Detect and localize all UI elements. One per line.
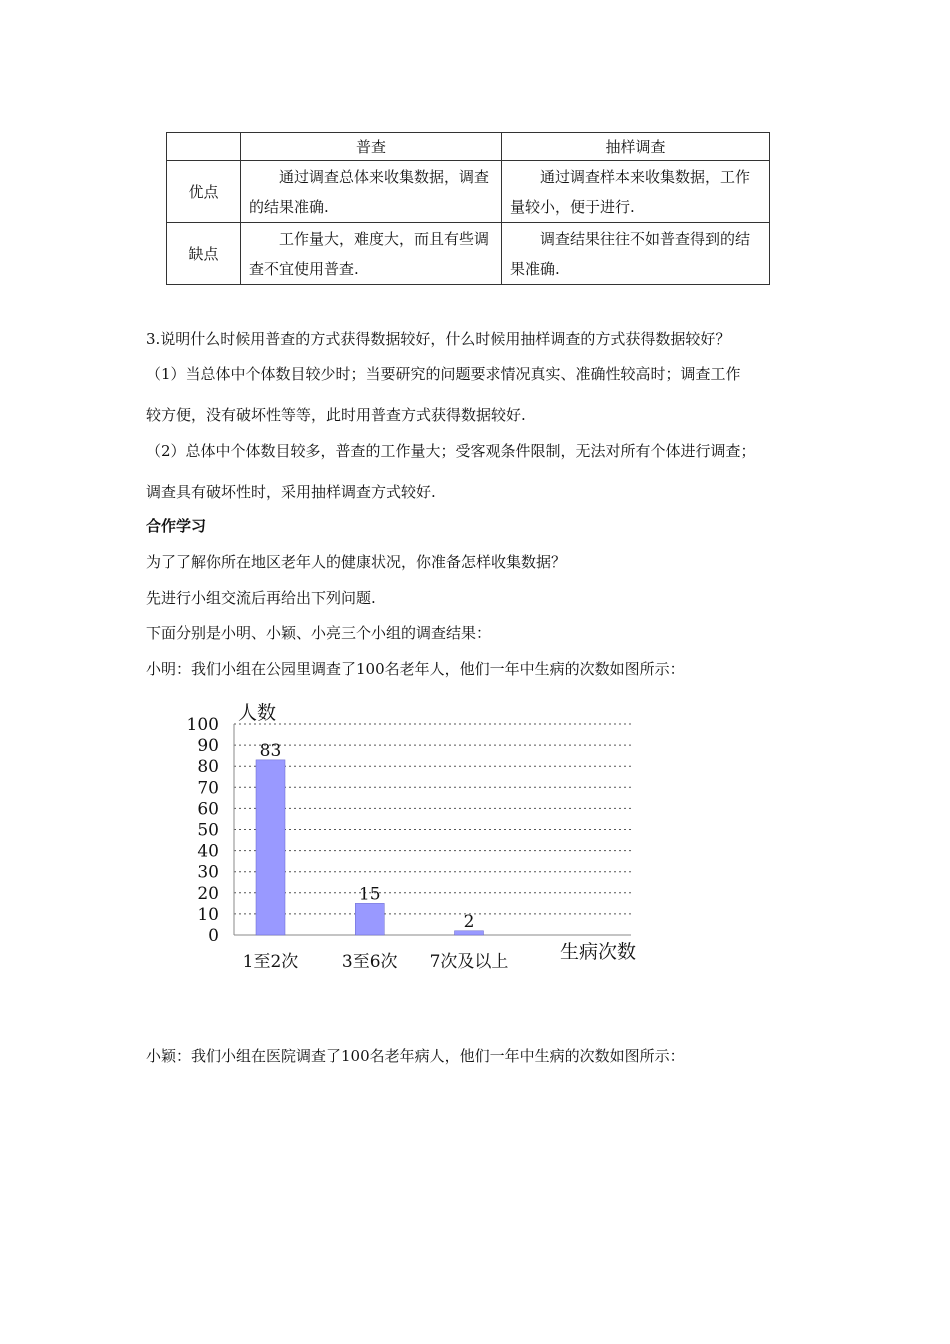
x-category-labels [243, 952, 509, 972]
chart-grid [234, 724, 631, 914]
x-category-label: 3至6次 [341, 952, 398, 972]
answer-2-line-1: （2）总体中个体数目较多，普查的工作量大；受客观条件限制，无法对所有个体进行调查； [146, 442, 756, 460]
row-label-advantage: 优点 [167, 161, 241, 223]
row-label-disadvantage: 缺点 [167, 223, 241, 285]
answer-1-line-1: （1）当总体中个体数目较少时；当要研究的问题要求情况真实、准确性较高时；调查工作 [146, 365, 741, 383]
header-census: 普查 [241, 133, 502, 161]
x-category-label: 1至2次 [242, 952, 299, 972]
answer-2-line-2: 调查具有破坏性时，采用抽样调查方式较好. [146, 483, 436, 501]
chart-bars [256, 741, 484, 935]
y-tick-label: 30 [197, 862, 219, 883]
y-tick-labels [187, 715, 219, 946]
x-axis-title: 生病次数 [560, 941, 637, 963]
cell-census-advantage: 通过调查总体来收集数据，调查的结果准确. [241, 161, 502, 223]
y-tick-label: 20 [197, 883, 219, 904]
bar-value-label: 2 [463, 911, 475, 932]
y-tick-label: 10 [197, 904, 219, 925]
paragraph-xiaoying: 小颖：我们小组在医院调查了100名老年病人，他们一年中生病的次数如图所示： [146, 1047, 685, 1065]
question-3: 3.说明什么时候用普查的方式获得数据较好，什么时候用抽样调查的方式获得数据较好？ [146, 330, 731, 348]
y-tick-label: 100 [186, 715, 219, 735]
cell-sample-disadvantage: 调查结果往往不如普查得到的结果准确. [502, 223, 770, 285]
y-tick-label: 50 [197, 820, 219, 841]
x-category-label: 7次及以上 [429, 952, 509, 972]
paragraph-discussion: 先进行小组交流后再给出下列问题. [146, 589, 376, 607]
paragraph-intro: 为了了解你所在地区老年人的健康状况，你准备怎样收集数据？ [146, 553, 567, 571]
section-heading: 合作学习 [146, 517, 207, 535]
bar-value-label: 83 [259, 740, 282, 761]
y-axis-title: 人数 [238, 702, 277, 724]
y-tick-label: 60 [197, 799, 219, 820]
y-tick-label: 90 [197, 736, 219, 757]
y-tick-label: 70 [197, 778, 219, 799]
bar [256, 760, 285, 935]
cell-sample-advantage: 通过调查样本来收集数据，工作量较小，便于进行. [502, 161, 770, 223]
cell-census-disadvantage: 工作量大，难度大，而且有些调查不宜使用普查. [241, 223, 502, 285]
y-tick-label: 80 [197, 757, 219, 778]
paragraph-xiaoming: 小明：我们小组在公园里调查了100名老年人，他们一年中生病的次数如图所示： [146, 660, 685, 678]
bar-value-label: 15 [358, 884, 381, 905]
answer-1-line-2: 较方便，没有破坏性等等，此时用普查方式获得数据较好. [146, 406, 526, 424]
bar [355, 903, 384, 935]
paragraph-groups: 下面分别是小明、小颖、小亮三个小组的调查结果： [146, 624, 492, 642]
y-tick-label: 40 [197, 841, 219, 862]
header-sample: 抽样调查 [502, 133, 770, 161]
y-tick-label: 0 [208, 926, 219, 946]
